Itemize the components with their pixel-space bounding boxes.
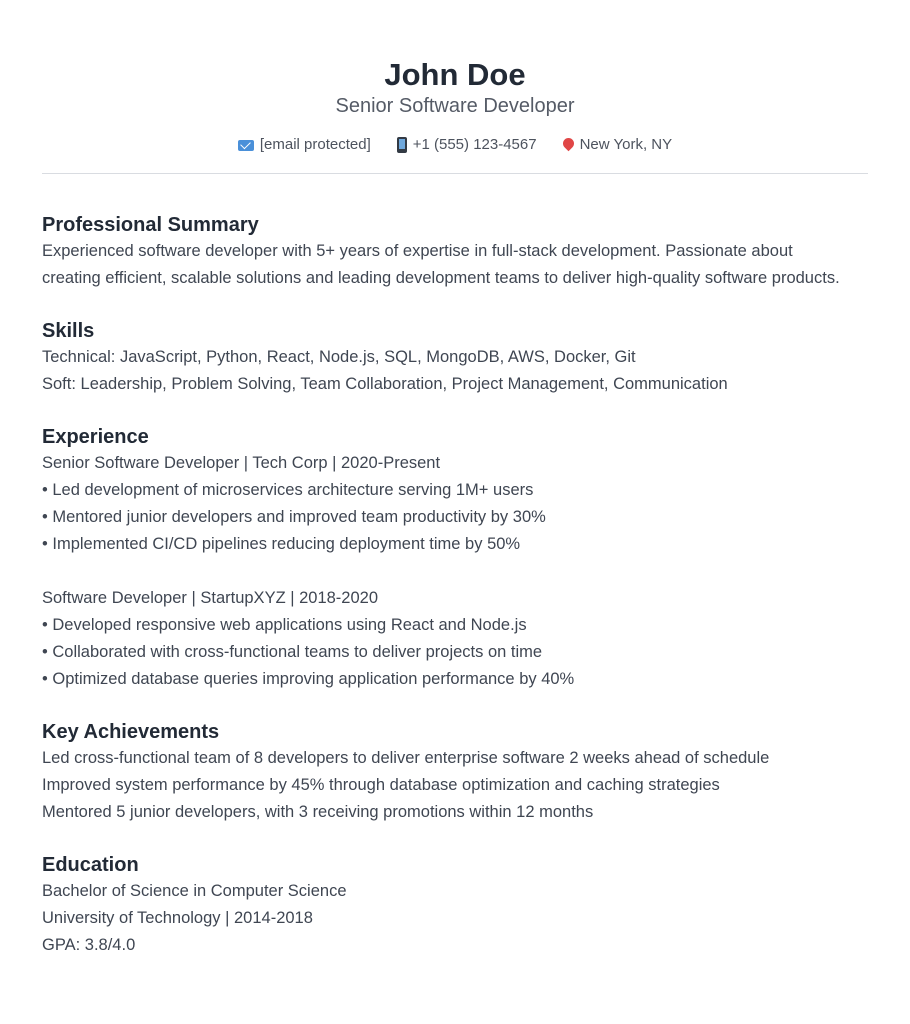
- skills-technical: Technical: JavaScript, Python, React, Node.js, SQL, MongoDB, AWS, Docker, Git: [42, 348, 636, 366]
- achievement-item: Improved system performance by 45% through database optimization and caching strategies: [42, 776, 720, 794]
- job-bullet: • Mentored junior developers and improved team productivity by 30%: [42, 508, 546, 526]
- achievement-item: Mentored 5 junior developers, with 3 receiving promotions within 12 months: [42, 803, 594, 821]
- email-icon: [238, 140, 254, 151]
- job-bullet: • Developed responsive web applications using React and Node.js: [42, 616, 527, 634]
- email-text[interactable]: [email protected]: [259, 136, 371, 153]
- location-text: New York, NY: [579, 136, 673, 153]
- contact-info: [42, 135, 868, 155]
- phone-icon: [397, 137, 407, 153]
- job-bullet: • Implemented CI/CD pipelines reducing deployment time by 50%: [42, 535, 521, 553]
- job-header: Software Developer | StartupXYZ | 2018-2020: [42, 589, 379, 607]
- section-experience: [42, 424, 868, 693]
- education-degree: Bachelor of Science in Computer Science: [42, 882, 347, 900]
- job-bullet: • Optimized database queries improving application performance by 40%: [42, 670, 575, 688]
- contact-email[interactable]: [238, 135, 371, 155]
- contact-phone: [397, 135, 537, 155]
- summary-text-line: creating efficient, scalable solutions and leading development teams to deliver high-quality software products.: [42, 269, 840, 287]
- job-entry: [42, 450, 868, 558]
- section-heading: Professional Summary: [42, 214, 259, 236]
- location-pin-icon: [560, 135, 576, 151]
- education-school: University of Technology | 2014-2018: [42, 909, 313, 927]
- achievement-item: Led cross-functional team of 8 developers to deliver enterprise software 2 weeks ahead of schedule: [42, 749, 770, 767]
- section-heading: Key Achievements: [42, 721, 220, 743]
- section-education: [42, 852, 868, 959]
- education-gpa: GPA: 3.8/4.0: [42, 936, 136, 954]
- section-skills: [42, 318, 868, 398]
- job-entry: [42, 585, 868, 693]
- phone-text: +1 (555) 123-4567: [412, 136, 537, 153]
- resume-header: [42, 0, 868, 155]
- section-heading: Experience: [42, 426, 149, 448]
- skills-soft: Soft: Leadership, Problem Solving, Team Collaboration, Project Management, Communication: [42, 375, 728, 393]
- candidate-title: Senior Software Developer: [335, 95, 575, 117]
- section-heading: Education: [42, 854, 139, 876]
- summary-text-line: Experienced software developer with 5+ years of expertise in full-stack development. Passionate about: [42, 242, 793, 260]
- job-bullet: • Collaborated with cross-functional teams to deliver projects on time: [42, 643, 543, 661]
- section-achievements: [42, 719, 868, 826]
- job-bullet: • Led development of microservices architecture serving 1M+ users: [42, 481, 534, 499]
- header-divider: [42, 173, 868, 174]
- contact-location: [563, 135, 673, 155]
- section-summary: [42, 212, 868, 292]
- section-heading: Skills: [42, 320, 95, 342]
- candidate-name: John Doe: [384, 57, 526, 92]
- job-header: Senior Software Developer | Tech Corp | 2020-Present: [42, 454, 441, 472]
